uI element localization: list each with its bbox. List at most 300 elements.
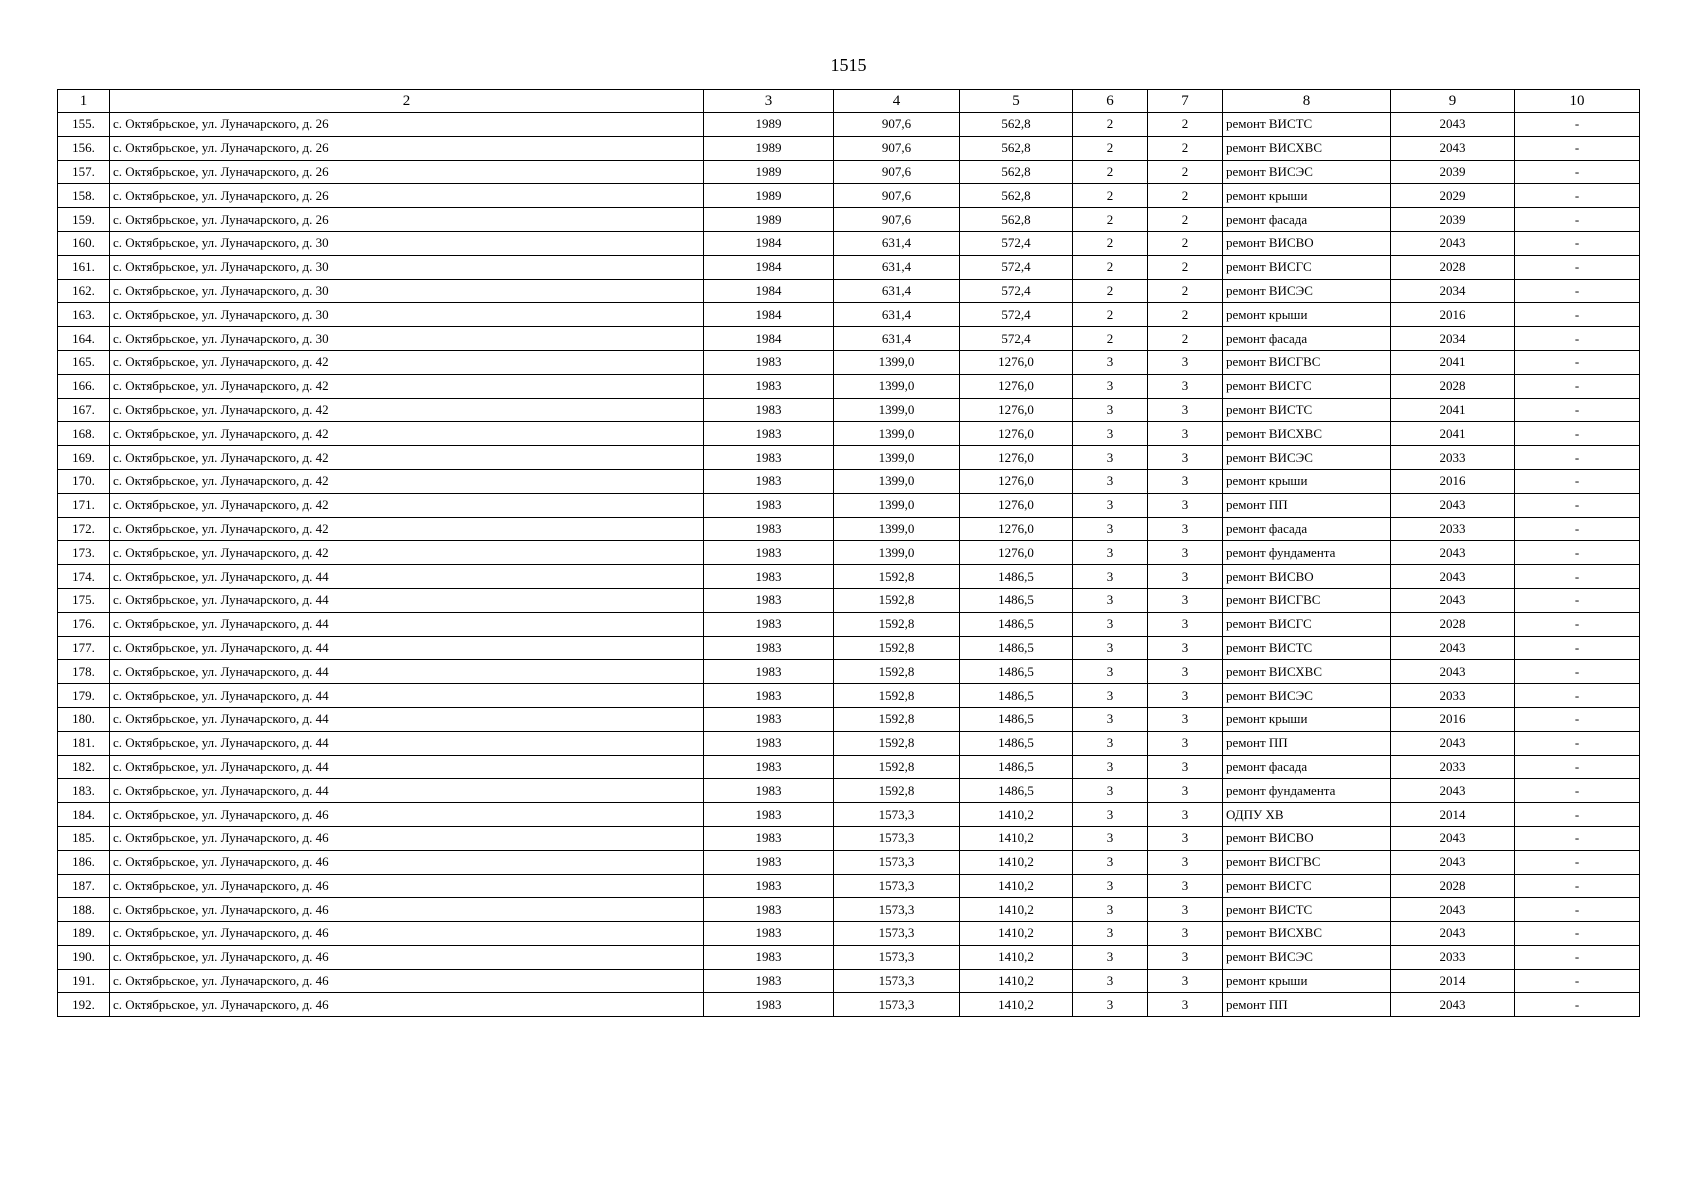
- row-number-cell: 166.: [58, 374, 110, 398]
- note-cell: -: [1515, 517, 1640, 541]
- header-cell: 2: [110, 90, 704, 113]
- note-cell: -: [1515, 113, 1640, 137]
- floors-cell: 2: [1073, 231, 1148, 255]
- planned-year-cell: 2016: [1391, 303, 1515, 327]
- work-type-cell: ремонт ВИСГВС: [1223, 588, 1391, 612]
- row-number-cell: 171.: [58, 493, 110, 517]
- address-cell: с. Октябрьское, ул. Луначарского, д. 42: [110, 374, 704, 398]
- address-cell: с. Октябрьское, ул. Луначарского, д. 42: [110, 493, 704, 517]
- address-cell: с. Октябрьское, ул. Луначарского, д. 42: [110, 517, 704, 541]
- year-cell: 1983: [704, 922, 834, 946]
- note-cell: -: [1515, 826, 1640, 850]
- work-type-cell: ремонт ВИСХВС: [1223, 922, 1391, 946]
- planned-year-cell: 2043: [1391, 231, 1515, 255]
- year-cell: 1983: [704, 945, 834, 969]
- header-cell: 1: [58, 90, 110, 113]
- address-cell: с. Октябрьское, ул. Луначарского, д. 30: [110, 303, 704, 327]
- planned-year-cell: 2041: [1391, 422, 1515, 446]
- planned-year-cell: 2014: [1391, 803, 1515, 827]
- floors-cell: 3: [1073, 636, 1148, 660]
- living-area-cell: 1486,5: [960, 779, 1073, 803]
- row-number-cell: 185.: [58, 826, 110, 850]
- work-type-cell: ремонт ВИСЭС: [1223, 945, 1391, 969]
- entrances-cell: 2: [1148, 208, 1223, 232]
- living-area-cell: 1486,5: [960, 612, 1073, 636]
- floors-cell: 3: [1073, 850, 1148, 874]
- year-cell: 1989: [704, 136, 834, 160]
- note-cell: -: [1515, 636, 1640, 660]
- total-area-cell: 1592,8: [834, 755, 960, 779]
- entrances-cell: 3: [1148, 707, 1223, 731]
- entrances-cell: 3: [1148, 446, 1223, 470]
- year-cell: 1984: [704, 255, 834, 279]
- row-number-cell: 174.: [58, 565, 110, 589]
- note-cell: -: [1515, 803, 1640, 827]
- work-type-cell: ремонт ВИСХВС: [1223, 422, 1391, 446]
- living-area-cell: 1486,5: [960, 707, 1073, 731]
- row-number-cell: 179.: [58, 684, 110, 708]
- planned-year-cell: 2043: [1391, 922, 1515, 946]
- living-area-cell: 1276,0: [960, 398, 1073, 422]
- total-area-cell: 1399,0: [834, 350, 960, 374]
- year-cell: 1984: [704, 303, 834, 327]
- table-row: [58, 850, 1640, 874]
- total-area-cell: 907,6: [834, 184, 960, 208]
- planned-year-cell: 2016: [1391, 707, 1515, 731]
- living-area-cell: 1410,2: [960, 826, 1073, 850]
- work-type-cell: ремонт крыши: [1223, 303, 1391, 327]
- planned-year-cell: 2028: [1391, 255, 1515, 279]
- address-cell: с. Октябрьское, ул. Луначарского, д. 26: [110, 160, 704, 184]
- header-cell: 9: [1391, 90, 1515, 113]
- entrances-cell: 3: [1148, 612, 1223, 636]
- living-area-cell: 572,4: [960, 255, 1073, 279]
- table-row: [58, 565, 1640, 589]
- floors-cell: 3: [1073, 779, 1148, 803]
- floors-cell: 3: [1073, 993, 1148, 1017]
- address-cell: с. Октябрьское, ул. Луначарского, д. 44: [110, 731, 704, 755]
- work-type-cell: ремонт ВИСТС: [1223, 113, 1391, 137]
- table-row: [58, 612, 1640, 636]
- entrances-cell: 3: [1148, 779, 1223, 803]
- living-area-cell: 1410,2: [960, 898, 1073, 922]
- work-type-cell: ремонт ВИСГС: [1223, 874, 1391, 898]
- total-area-cell: 631,4: [834, 255, 960, 279]
- row-number-cell: 191.: [58, 969, 110, 993]
- floors-cell: 3: [1073, 517, 1148, 541]
- entrances-cell: 2: [1148, 303, 1223, 327]
- row-number-cell: 162.: [58, 279, 110, 303]
- note-cell: -: [1515, 303, 1640, 327]
- total-area-cell: 1573,3: [834, 922, 960, 946]
- entrances-cell: 3: [1148, 684, 1223, 708]
- living-area-cell: 1276,0: [960, 446, 1073, 470]
- year-cell: 1983: [704, 660, 834, 684]
- row-number-cell: 173.: [58, 541, 110, 565]
- living-area-cell: 572,4: [960, 231, 1073, 255]
- address-cell: с. Октябрьское, ул. Луначарского, д. 44: [110, 636, 704, 660]
- year-cell: 1983: [704, 350, 834, 374]
- year-cell: 1983: [704, 826, 834, 850]
- planned-year-cell: 2041: [1391, 398, 1515, 422]
- row-number-cell: 186.: [58, 850, 110, 874]
- planned-year-cell: 2034: [1391, 327, 1515, 351]
- floors-cell: 3: [1073, 374, 1148, 398]
- note-cell: -: [1515, 755, 1640, 779]
- total-area-cell: 1573,3: [834, 993, 960, 1017]
- note-cell: -: [1515, 612, 1640, 636]
- table-row: [58, 279, 1640, 303]
- total-area-cell: 1399,0: [834, 398, 960, 422]
- address-cell: с. Октябрьское, ул. Луначарского, д. 44: [110, 684, 704, 708]
- year-cell: 1983: [704, 398, 834, 422]
- work-type-cell: ремонт ВИСГВС: [1223, 350, 1391, 374]
- table-row: [58, 993, 1640, 1017]
- entrances-cell: 3: [1148, 755, 1223, 779]
- table-row: [58, 755, 1640, 779]
- work-type-cell: ремонт крыши: [1223, 707, 1391, 731]
- row-number-cell: 170.: [58, 469, 110, 493]
- work-type-cell: ремонт ВИСВО: [1223, 231, 1391, 255]
- note-cell: -: [1515, 779, 1640, 803]
- work-type-cell: ремонт ВИСВО: [1223, 565, 1391, 589]
- year-cell: 1983: [704, 446, 834, 470]
- address-cell: с. Октябрьское, ул. Луначарского, д. 46: [110, 850, 704, 874]
- floors-cell: 3: [1073, 707, 1148, 731]
- planned-year-cell: 2016: [1391, 469, 1515, 493]
- year-cell: 1983: [704, 898, 834, 922]
- planned-year-cell: 2028: [1391, 374, 1515, 398]
- living-area-cell: 1410,2: [960, 874, 1073, 898]
- row-number-cell: 169.: [58, 446, 110, 470]
- address-cell: с. Октябрьское, ул. Луначарского, д. 30: [110, 255, 704, 279]
- note-cell: -: [1515, 731, 1640, 755]
- entrances-cell: 2: [1148, 184, 1223, 208]
- work-type-cell: ремонт ВИСЭС: [1223, 446, 1391, 470]
- total-area-cell: 1399,0: [834, 446, 960, 470]
- floors-cell: 3: [1073, 422, 1148, 446]
- year-cell: 1983: [704, 517, 834, 541]
- row-number-cell: 164.: [58, 327, 110, 351]
- header-cell: 4: [834, 90, 960, 113]
- row-number-cell: 176.: [58, 612, 110, 636]
- work-type-cell: ремонт ВИСЭС: [1223, 160, 1391, 184]
- total-area-cell: 1592,8: [834, 612, 960, 636]
- total-area-cell: 1573,3: [834, 826, 960, 850]
- row-number-cell: 161.: [58, 255, 110, 279]
- floors-cell: 3: [1073, 541, 1148, 565]
- address-cell: с. Октябрьское, ул. Луначарского, д. 26: [110, 113, 704, 137]
- address-cell: с. Октябрьское, ул. Луначарского, д. 46: [110, 922, 704, 946]
- header-cell: 8: [1223, 90, 1391, 113]
- living-area-cell: 1486,5: [960, 684, 1073, 708]
- work-type-cell: ремонт ПП: [1223, 493, 1391, 517]
- floors-cell: 3: [1073, 446, 1148, 470]
- work-type-cell: ремонт крыши: [1223, 969, 1391, 993]
- row-number-cell: 182.: [58, 755, 110, 779]
- repair-schedule-table: [57, 89, 1640, 1017]
- year-cell: 1983: [704, 707, 834, 731]
- table-row: [58, 231, 1640, 255]
- work-type-cell: ремонт фасада: [1223, 755, 1391, 779]
- table-row: [58, 803, 1640, 827]
- address-cell: с. Октябрьское, ул. Луначарского, д. 42: [110, 398, 704, 422]
- planned-year-cell: 2043: [1391, 493, 1515, 517]
- year-cell: 1983: [704, 374, 834, 398]
- floors-cell: 3: [1073, 874, 1148, 898]
- total-area-cell: 907,6: [834, 160, 960, 184]
- work-type-cell: ремонт ВИСТС: [1223, 398, 1391, 422]
- work-type-cell: ремонт ПП: [1223, 731, 1391, 755]
- header-cell: 7: [1148, 90, 1223, 113]
- entrances-cell: 3: [1148, 493, 1223, 517]
- year-cell: 1983: [704, 469, 834, 493]
- address-cell: с. Октябрьское, ул. Луначарского, д. 42: [110, 469, 704, 493]
- total-area-cell: 1573,3: [834, 850, 960, 874]
- note-cell: -: [1515, 993, 1640, 1017]
- entrances-cell: 2: [1148, 160, 1223, 184]
- note-cell: -: [1515, 660, 1640, 684]
- entrances-cell: 2: [1148, 113, 1223, 137]
- entrances-cell: 3: [1148, 350, 1223, 374]
- living-area-cell: 1410,2: [960, 850, 1073, 874]
- planned-year-cell: 2039: [1391, 160, 1515, 184]
- entrances-cell: 3: [1148, 803, 1223, 827]
- table-row: [58, 898, 1640, 922]
- entrances-cell: 2: [1148, 279, 1223, 303]
- table-row: [58, 327, 1640, 351]
- year-cell: 1983: [704, 755, 834, 779]
- total-area-cell: 1573,3: [834, 969, 960, 993]
- living-area-cell: 572,4: [960, 327, 1073, 351]
- work-type-cell: ремонт ВИСХВС: [1223, 136, 1391, 160]
- total-area-cell: 1592,8: [834, 660, 960, 684]
- planned-year-cell: 2043: [1391, 565, 1515, 589]
- work-type-cell: ОДПУ ХВ: [1223, 803, 1391, 827]
- total-area-cell: 1592,8: [834, 565, 960, 589]
- header-row: [58, 90, 1640, 113]
- total-area-cell: 1399,0: [834, 422, 960, 446]
- note-cell: -: [1515, 565, 1640, 589]
- planned-year-cell: 2043: [1391, 993, 1515, 1017]
- row-number-cell: 160.: [58, 231, 110, 255]
- floors-cell: 3: [1073, 350, 1148, 374]
- address-cell: с. Октябрьское, ул. Луначарского, д. 30: [110, 327, 704, 351]
- address-cell: с. Октябрьское, ул. Луначарского, д. 44: [110, 612, 704, 636]
- year-cell: 1984: [704, 327, 834, 351]
- note-cell: -: [1515, 469, 1640, 493]
- address-cell: с. Октябрьское, ул. Луначарского, д. 42: [110, 350, 704, 374]
- living-area-cell: 1276,0: [960, 517, 1073, 541]
- note-cell: -: [1515, 136, 1640, 160]
- year-cell: 1989: [704, 113, 834, 137]
- planned-year-cell: 2043: [1391, 898, 1515, 922]
- living-area-cell: 1410,2: [960, 922, 1073, 946]
- work-type-cell: ремонт ВИСТС: [1223, 636, 1391, 660]
- row-number-cell: 189.: [58, 922, 110, 946]
- floors-cell: 3: [1073, 612, 1148, 636]
- total-area-cell: 631,4: [834, 303, 960, 327]
- floors-cell: 2: [1073, 327, 1148, 351]
- planned-year-cell: 2033: [1391, 684, 1515, 708]
- planned-year-cell: 2014: [1391, 969, 1515, 993]
- row-number-cell: 190.: [58, 945, 110, 969]
- floors-cell: 3: [1073, 660, 1148, 684]
- living-area-cell: 1486,5: [960, 660, 1073, 684]
- entrances-cell: 2: [1148, 255, 1223, 279]
- year-cell: 1983: [704, 969, 834, 993]
- work-type-cell: ремонт крыши: [1223, 184, 1391, 208]
- table-row: [58, 160, 1640, 184]
- year-cell: 1989: [704, 208, 834, 232]
- total-area-cell: 1592,8: [834, 636, 960, 660]
- living-area-cell: 1486,5: [960, 731, 1073, 755]
- planned-year-cell: 2028: [1391, 874, 1515, 898]
- year-cell: 1984: [704, 279, 834, 303]
- living-area-cell: 1276,0: [960, 350, 1073, 374]
- table-row: [58, 541, 1640, 565]
- note-cell: -: [1515, 255, 1640, 279]
- table-row: [58, 374, 1640, 398]
- table-row: [58, 731, 1640, 755]
- entrances-cell: 3: [1148, 636, 1223, 660]
- note-cell: -: [1515, 541, 1640, 565]
- planned-year-cell: 2039: [1391, 208, 1515, 232]
- living-area-cell: 1410,2: [960, 803, 1073, 827]
- header-cell: 6: [1073, 90, 1148, 113]
- row-number-cell: 168.: [58, 422, 110, 446]
- planned-year-cell: 2043: [1391, 113, 1515, 137]
- year-cell: 1983: [704, 588, 834, 612]
- row-number-cell: 167.: [58, 398, 110, 422]
- entrances-cell: 3: [1148, 945, 1223, 969]
- note-cell: -: [1515, 350, 1640, 374]
- year-cell: 1989: [704, 184, 834, 208]
- address-cell: с. Октябрьское, ул. Луначарского, д. 26: [110, 208, 704, 232]
- planned-year-cell: 2033: [1391, 517, 1515, 541]
- floors-cell: 3: [1073, 731, 1148, 755]
- table-row: [58, 398, 1640, 422]
- entrances-cell: 3: [1148, 517, 1223, 541]
- planned-year-cell: 2043: [1391, 136, 1515, 160]
- work-type-cell: ремонт ВИСГС: [1223, 612, 1391, 636]
- total-area-cell: 1592,8: [834, 588, 960, 612]
- planned-year-cell: 2028: [1391, 612, 1515, 636]
- table-row: [58, 874, 1640, 898]
- work-type-cell: ремонт ВИСВО: [1223, 826, 1391, 850]
- living-area-cell: 562,8: [960, 113, 1073, 137]
- floors-cell: 3: [1073, 684, 1148, 708]
- note-cell: -: [1515, 374, 1640, 398]
- work-type-cell: ремонт ВИСЭС: [1223, 684, 1391, 708]
- work-type-cell: ремонт ВИСГВС: [1223, 850, 1391, 874]
- note-cell: -: [1515, 707, 1640, 731]
- total-area-cell: 631,4: [834, 231, 960, 255]
- year-cell: 1983: [704, 612, 834, 636]
- row-number-cell: 183.: [58, 779, 110, 803]
- table-row: [58, 684, 1640, 708]
- total-area-cell: 631,4: [834, 279, 960, 303]
- note-cell: -: [1515, 398, 1640, 422]
- entrances-cell: 3: [1148, 731, 1223, 755]
- total-area-cell: 1592,8: [834, 684, 960, 708]
- planned-year-cell: 2043: [1391, 779, 1515, 803]
- note-cell: -: [1515, 422, 1640, 446]
- floors-cell: 2: [1073, 160, 1148, 184]
- work-type-cell: ремонт фундамента: [1223, 779, 1391, 803]
- living-area-cell: 572,4: [960, 303, 1073, 327]
- entrances-cell: 3: [1148, 565, 1223, 589]
- total-area-cell: 1399,0: [834, 469, 960, 493]
- year-cell: 1983: [704, 636, 834, 660]
- planned-year-cell: 2043: [1391, 660, 1515, 684]
- address-cell: с. Октябрьское, ул. Луначарского, д. 46: [110, 945, 704, 969]
- total-area-cell: 1399,0: [834, 374, 960, 398]
- address-cell: с. Октябрьское, ул. Луначарского, д. 46: [110, 826, 704, 850]
- row-number-cell: 172.: [58, 517, 110, 541]
- floors-cell: 3: [1073, 588, 1148, 612]
- living-area-cell: 562,8: [960, 184, 1073, 208]
- living-area-cell: 1276,0: [960, 374, 1073, 398]
- table-row: [58, 350, 1640, 374]
- planned-year-cell: 2043: [1391, 636, 1515, 660]
- entrances-cell: 3: [1148, 898, 1223, 922]
- living-area-cell: 1410,2: [960, 945, 1073, 969]
- row-number-cell: 188.: [58, 898, 110, 922]
- living-area-cell: 1276,0: [960, 422, 1073, 446]
- total-area-cell: 1573,3: [834, 945, 960, 969]
- table-row: [58, 255, 1640, 279]
- year-cell: 1983: [704, 803, 834, 827]
- entrances-cell: 3: [1148, 541, 1223, 565]
- work-type-cell: ремонт ВИСТС: [1223, 898, 1391, 922]
- entrances-cell: 3: [1148, 469, 1223, 493]
- table-row: [58, 826, 1640, 850]
- table-row: [58, 422, 1640, 446]
- address-cell: с. Октябрьское, ул. Луначарского, д. 42: [110, 541, 704, 565]
- address-cell: с. Октябрьское, ул. Луначарского, д. 44: [110, 660, 704, 684]
- address-cell: с. Октябрьское, ул. Луначарского, д. 44: [110, 565, 704, 589]
- floors-cell: 2: [1073, 184, 1148, 208]
- work-type-cell: ремонт фундамента: [1223, 541, 1391, 565]
- note-cell: -: [1515, 588, 1640, 612]
- table-row: [58, 660, 1640, 684]
- address-cell: с. Октябрьское, ул. Луначарского, д. 46: [110, 898, 704, 922]
- table-row: [58, 517, 1640, 541]
- row-number-cell: 159.: [58, 208, 110, 232]
- planned-year-cell: 2043: [1391, 541, 1515, 565]
- floors-cell: 3: [1073, 826, 1148, 850]
- work-type-cell: ремонт крыши: [1223, 469, 1391, 493]
- living-area-cell: 1486,5: [960, 588, 1073, 612]
- row-number-cell: 157.: [58, 160, 110, 184]
- table-row: [58, 636, 1640, 660]
- year-cell: 1983: [704, 874, 834, 898]
- work-type-cell: ремонт ВИСГС: [1223, 374, 1391, 398]
- address-cell: с. Октябрьское, ул. Луначарского, д. 26: [110, 184, 704, 208]
- address-cell: с. Октябрьское, ул. Луначарского, д. 44: [110, 755, 704, 779]
- row-number-cell: 177.: [58, 636, 110, 660]
- living-area-cell: 1276,0: [960, 469, 1073, 493]
- entrances-cell: 3: [1148, 922, 1223, 946]
- floors-cell: 3: [1073, 493, 1148, 517]
- row-number-cell: 163.: [58, 303, 110, 327]
- entrances-cell: 3: [1148, 850, 1223, 874]
- row-number-cell: 178.: [58, 660, 110, 684]
- table-body: [58, 113, 1640, 1017]
- address-cell: с. Октябрьское, ул. Луначарского, д. 42: [110, 446, 704, 470]
- living-area-cell: 1276,0: [960, 541, 1073, 565]
